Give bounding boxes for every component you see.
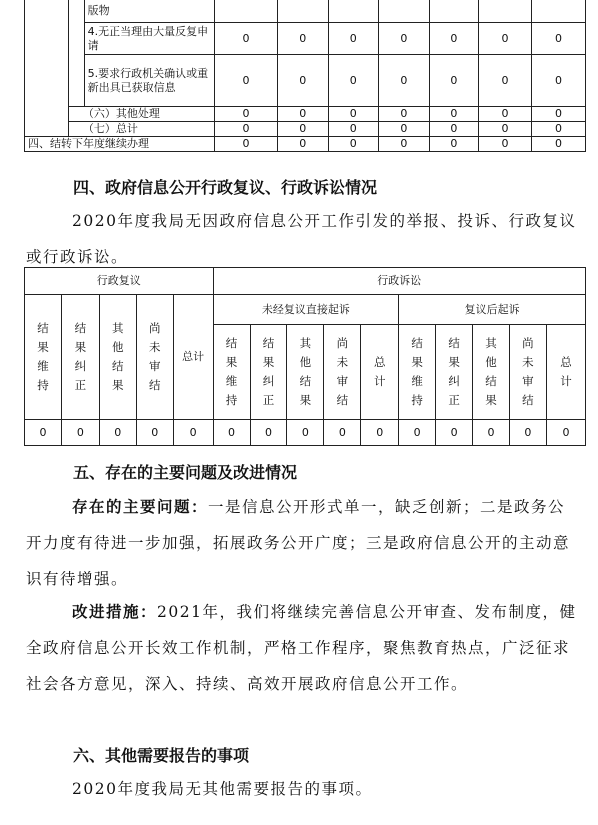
problems-text: 一是信息公开形式单一，缺乏创新；二是政务公开力度有待进一步加强，拓展政务公开广度；三是政府信息公开的主动意识有待增强。 <box>26 498 571 588</box>
cell-value: 0 <box>214 23 277 55</box>
cell-value: 0 <box>213 420 250 446</box>
col-header-pending: 尚未审结 <box>336 336 349 407</box>
cell-value: 0 <box>429 23 478 55</box>
cell-value: 0 <box>328 137 379 152</box>
cell-value: 0 <box>531 137 585 152</box>
measures-paragraph <box>26 594 578 702</box>
row-label: 版物 <box>84 0 214 23</box>
col-header-pending: 尚未审结 <box>148 321 161 392</box>
measures-label: 改进措施： <box>72 603 158 621</box>
cell-value: 0 <box>214 137 277 152</box>
row-label: （七）总计 <box>68 122 214 137</box>
cell-value: 0 <box>509 420 546 446</box>
admin-review-header: 行政复议 <box>25 268 214 295</box>
cell-value: 0 <box>429 137 478 152</box>
cell-value: 0 <box>277 23 328 55</box>
section-6-heading: 六、其他需要报告的事项 <box>73 746 250 765</box>
cell-value: 0 <box>361 420 399 446</box>
cell-value: 0 <box>479 122 532 137</box>
col-header-other: 其他结果 <box>112 321 124 392</box>
section-5-heading: 五、存在的主要问题及改进情况 <box>73 463 298 482</box>
row-label: 5.要求行政机关确认或重新出具已获取信息 <box>84 55 214 107</box>
col-header-total: 总计 <box>173 295 213 420</box>
statistics-table-continued <box>24 0 586 152</box>
col-header-maintain: 结果维持 <box>411 336 423 407</box>
cell-value: 0 <box>531 23 585 55</box>
col-header-corrected: 结果纠正 <box>262 336 275 407</box>
measures-text: 2021年，我们将继续完善信息公开审查、发布制度，健全政府信息公开长效工作机制，严格工作程序，聚焦教育热点，广泛征求社会各方意见，深入、持续、高效开展政府信息公开工作。 <box>26 603 577 693</box>
cell-value: 0 <box>429 122 478 137</box>
cell-value: 0 <box>436 420 473 446</box>
col-header-total: 总计 <box>560 355 572 388</box>
col-header-pending: 尚未审结 <box>522 336 534 407</box>
cell-value: 0 <box>99 420 136 446</box>
cell-value: 0 <box>379 55 430 107</box>
problems-label: 存在的主要问题： <box>72 498 209 516</box>
cell-value: 0 <box>546 420 585 446</box>
review-litigation-table <box>24 267 586 446</box>
cell-value: 0 <box>328 55 379 107</box>
cell-value: 0 <box>379 23 430 55</box>
cell-value: 0 <box>379 137 430 152</box>
cell-value: 0 <box>277 122 328 137</box>
cell-value: 0 <box>479 23 532 55</box>
cell-value: 0 <box>429 55 478 107</box>
row-label: 四、结转下年度继续办理 <box>25 137 215 152</box>
cell-value: 0 <box>429 107 478 122</box>
cell-value: 0 <box>214 122 277 137</box>
cell-value: 0 <box>214 107 277 122</box>
cell-value: 0 <box>287 420 324 446</box>
cell-value: 0 <box>250 420 287 446</box>
section-4-paragraph: 2020年度我局无因政府信息公开工作引发的举报、投诉、行政复议或行政诉讼。 <box>26 212 577 266</box>
cell-value: 0 <box>328 122 379 137</box>
col-header-maintain: 结果维持 <box>225 336 238 407</box>
col-header-corrected: 结果纠正 <box>74 321 87 392</box>
cell-value: 0 <box>479 55 532 107</box>
problems-paragraph <box>26 489 578 597</box>
cell-value: 0 <box>379 122 430 137</box>
cell-value: 0 <box>399 420 436 446</box>
section-4-heading: 四、政府信息公开行政复议、行政诉讼情况 <box>73 178 378 197</box>
cell-value: 0 <box>328 107 379 122</box>
cell-value: 0 <box>473 420 510 446</box>
cell-value: 0 <box>277 55 328 107</box>
suit-after-review-header: 复议后起诉 <box>399 295 586 325</box>
direct-suit-header: 未经复议直接起诉 <box>213 295 399 325</box>
cell-value: 0 <box>324 420 361 446</box>
col-header-corrected: 结果纠正 <box>448 336 460 407</box>
cell-value: 0 <box>173 420 213 446</box>
cell-value: 0 <box>531 55 585 107</box>
cell-value: 0 <box>379 107 430 122</box>
cell-value: 0 <box>479 137 532 152</box>
row-label: 4.无正当理由大量反复申请 <box>84 23 214 55</box>
cell-value: 0 <box>214 55 277 107</box>
col-header-other: 其他结果 <box>299 336 312 407</box>
cell-value: 0 <box>531 122 585 137</box>
row-label: （六）其他处理 <box>68 107 214 122</box>
blank-cell <box>68 0 84 107</box>
cell-value: 0 <box>328 23 379 55</box>
section-6-paragraph: 2020年度我局无其他需要报告的事项。 <box>72 780 373 798</box>
blank-cell <box>25 0 69 137</box>
col-header-other: 其他结果 <box>485 336 497 407</box>
cell-value: 0 <box>531 107 585 122</box>
cell-value: 0 <box>136 420 173 446</box>
cell-value: 0 <box>25 420 62 446</box>
cell-value: 0 <box>277 137 328 152</box>
cell-value: 0 <box>479 107 532 122</box>
col-header-maintain: 结果维持 <box>37 321 49 392</box>
cell-value: 0 <box>277 107 328 122</box>
cell-value: 0 <box>61 420 99 446</box>
admin-litigation-header: 行政诉讼 <box>213 268 585 295</box>
col-header-total: 总计 <box>373 355 386 388</box>
